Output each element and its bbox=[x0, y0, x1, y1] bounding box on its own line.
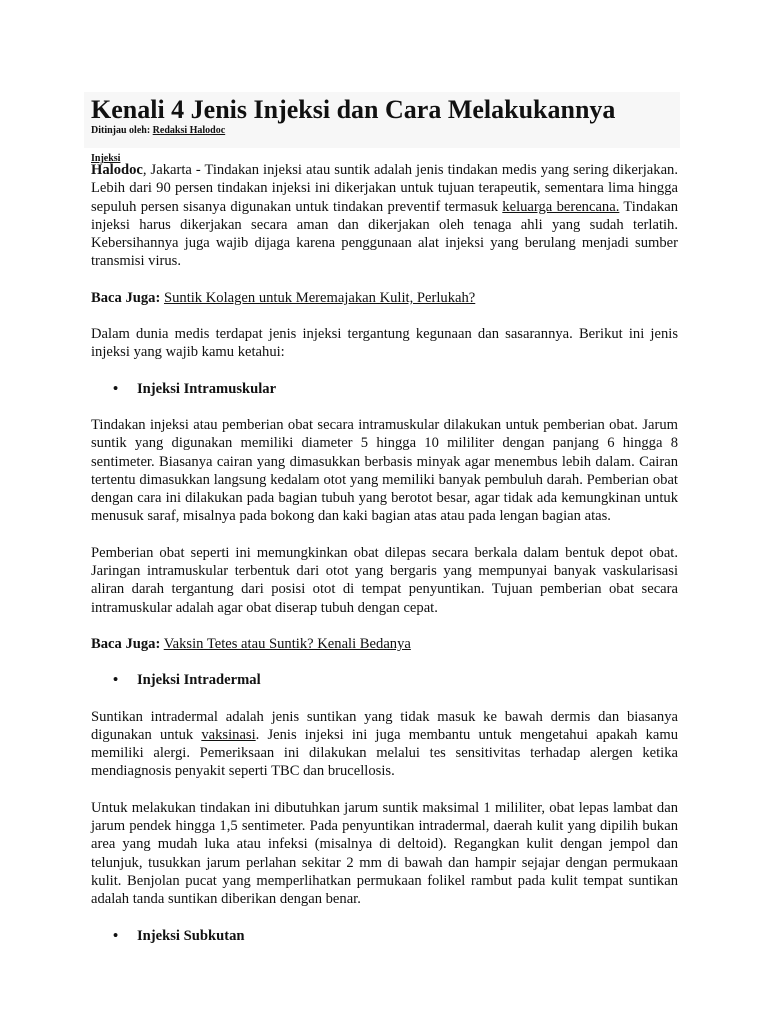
keluarga-berencana-link[interactable]: keluarga berencana. bbox=[502, 198, 620, 215]
article-body bbox=[91, 161, 678, 945]
article-title: Kenali 4 Jenis Injeksi dan Cara Melakukannya bbox=[91, 95, 616, 124]
baca-juga-2 bbox=[91, 635, 678, 653]
bullet-subkutan bbox=[91, 927, 678, 945]
bullet-heading: Injeksi Intramuskular bbox=[137, 380, 277, 397]
intramuskular-paragraph-2: Pemberian obat seperti ini memungkinkan obat dilepas secara berkala dalam bentuk depot obat. Jaringan intramuskular terbentuk dari otot yang bergaris yang mempunyai banyak vaskularisasi aliran darah tergantung dari posisi otot di tempat penyuntikan. Tujuan pemberian obat secara intramuskular adalah agar obat diserap tubuh dengan cepat. bbox=[91, 544, 678, 616]
baca-juga-link-2[interactable]: Vaksin Tetes atau Suntik? Kenali Bedanya bbox=[163, 635, 411, 652]
bullet-heading: Injeksi Subkutan bbox=[137, 927, 245, 944]
bullet-dot: • bbox=[113, 672, 119, 689]
baca-juga-label: Baca Juga: bbox=[91, 289, 161, 306]
intradermal-paragraph-2: Untuk melakukan tindakan ini dibutuhkan jarum suntik maksimal 1 mililiter, obat lepas lambat dan jarum pendek hingga 1,5 sentimeter. Pada penyuntikan intradermal, daerah kulit yang dipilih bukan area yang mudah luka atau infeksi (misalnya di deltoid). Regangkan kulit dengan jempol dan telunjuk, tusukkan jarum perlahan sekitar 2 mm di bawah dan hampir sejajar dengan permukaan kulit. Benjolan pucat yang memperlihatkan permukaan folikel rambut pada kulit tempat suntikan adalah tanda suntikan diberikan dengan benar. bbox=[91, 799, 678, 908]
bullet-heading: Injeksi Intradermal bbox=[137, 672, 261, 689]
bullet-intramuskular bbox=[91, 380, 678, 398]
intro-paragraph: Halodoc, Jakarta - Tindakan injeksi atau suntik adalah jenis tindakan medis yang sering dikerjakan. Lebih dari 90 persen tindakan injeksi ini dikerjakan untuk tujuan terapeutik, sementara lima hingga sepuluh persen sisanya digunakan untuk tindakan preventif termasuk keluarga berencana. Tindakan injeksi harus dikerjakan secara aman dan dikerjakan oleh tenaga ahli yang sudah terlatih. Kebersihannya juga wajib dijaga karena penggunaan alat injeksi yang berulang menjadi sumber transmisi virus. bbox=[91, 162, 678, 270]
intramuskular-paragraph-1: Tindakan injeksi atau pemberian obat secara intramuskular dilakukan untuk pemberian obat. Jarum suntik yang digunakan memiliki diameter 5 hingga 10 mililiter dengan panjang 6 hingga 8 sentimeter. Biasanya cairan yang dimasukkan berbasis minyak agar menembus lebih dalam. Cairan tertentu dimasukkan langsung kedalam otot yang memiliki banyak pembuluh darah. Pemberian obat dengan cara ini dilakukan pada bagian tubuh yang berotot besar, agar tidak ada kemungkinan untuk menusuk saraf, misalnya pada bokong dan kaki bagian atas atau pada lengan bagian atas. bbox=[91, 416, 678, 525]
brand-name: Halodoc bbox=[91, 162, 143, 178]
list-intro-paragraph: Dalam dunia medis terdapat jenis injeksi tergantung kegunaan dan sasarannya. Berikut ini jenis injeksi yang wajib kamu ketahui: bbox=[91, 326, 678, 361]
baca-juga-1 bbox=[91, 289, 678, 307]
bullet-dot: • bbox=[113, 380, 119, 397]
reviewed-by bbox=[91, 124, 225, 138]
vaksinasi-link[interactable]: vaksinasi bbox=[201, 726, 256, 743]
baca-juga-label: Baca Juga: bbox=[91, 635, 161, 652]
reviewer-link[interactable]: Redaksi Halodoc bbox=[152, 125, 226, 136]
reviewed-label: Ditinjau oleh: bbox=[91, 125, 151, 136]
baca-juga-link-1[interactable]: Suntik Kolagen untuk Meremajakan Kulit, Perlukah? bbox=[163, 289, 476, 306]
intradermal-paragraph-1: Suntikan intradermal adalah jenis suntikan yang tidak masuk ke bawah dermis dan biasanya digunakan untuk vaksinasi. Jenis injeksi ini juga membantu untuk mengetahui apakah kamu memiliki alergi. Pemeriksaan ini dilakukan melalui tes sensitivitas terhadap alergen ketika mendiagnosis penyakit seperti TBC dan brucellosis. bbox=[91, 708, 678, 780]
bullet-intradermal bbox=[91, 671, 678, 689]
bullet-dot: • bbox=[113, 927, 119, 944]
category-link[interactable]: Injeksi bbox=[91, 153, 121, 164]
